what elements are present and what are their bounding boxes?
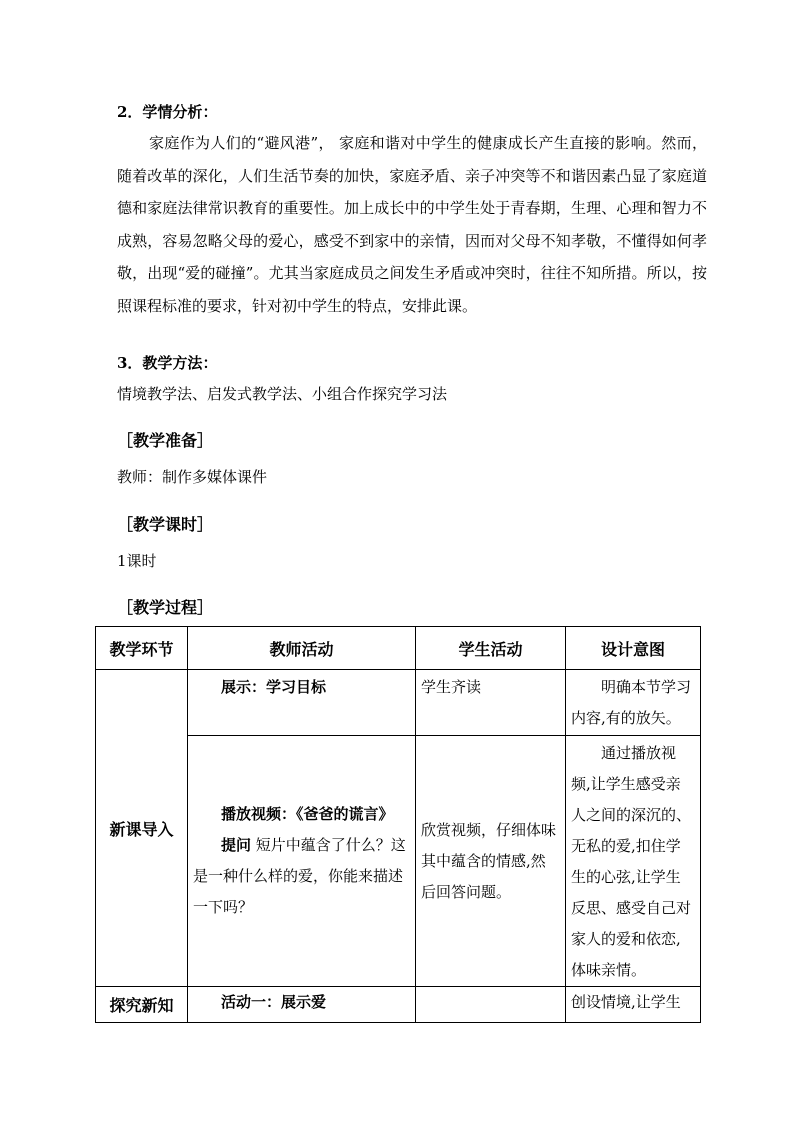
- teacher-activity-cell: [188, 670, 416, 736]
- stage-cell: 新课导入: [96, 670, 188, 987]
- question-label: 提问: [221, 836, 252, 854]
- methods-heading: 3．教学方法：: [117, 354, 218, 372]
- design-intent-text: 通过播放视频,让学生感受亲人之间的深沉的、无私的爱,扣住学生的心弦,让学生反思、感受自己对家人的爱和依恋,体味亲情。: [571, 744, 692, 979]
- hours-text: 1课时: [117, 552, 157, 570]
- design-intent-cell: [566, 736, 701, 987]
- design-intent-text: 创设情境,让学生: [571, 993, 681, 1011]
- lesson-process-table: [95, 626, 701, 1023]
- hours-heading: ［教学课时］: [117, 515, 214, 534]
- stage-cell: 探究新知: [96, 987, 188, 1023]
- student-activity-text: 学生齐读: [421, 678, 482, 696]
- column-header-student: 学生活动: [416, 627, 566, 670]
- teacher-activity-text: 展示：学习目标: [221, 678, 327, 696]
- question-text: 短片中蕴含了什么？这是一种什么样的爱，你能来描述一下吗？: [193, 836, 406, 916]
- methods-text: 情境教学法、启发式教学法、小组合作探究学习法: [117, 385, 448, 403]
- teacher-activity-text: 活动一：展示爱: [221, 993, 327, 1011]
- process-heading: ［教学过程］: [117, 598, 214, 617]
- student-activity-text: 欣赏视频，仔细体味其中蕴含的情感,然后回答问题。: [421, 820, 557, 901]
- teacher-activity-cell: [188, 987, 416, 1023]
- teacher-activity-cell: [188, 736, 416, 987]
- table-row: [96, 670, 701, 736]
- design-intent-cell: [566, 987, 701, 1023]
- student-activity-cell: [416, 736, 566, 987]
- student-activity-cell: [416, 987, 566, 1023]
- column-header-teacher: 教师活动: [188, 627, 416, 670]
- teacher-activity-question: [193, 830, 410, 923]
- column-header-intent: 设计意图: [566, 627, 701, 670]
- column-header-stage: 教学环节: [96, 627, 188, 670]
- student-activity-cell: [416, 670, 566, 736]
- table-header-row: [96, 627, 701, 670]
- teacher-activity-title: 播放视频：《爸爸的谎言》: [221, 805, 394, 823]
- preparation-text: 教师：制作多媒体课件: [117, 468, 268, 486]
- design-intent-cell: [566, 670, 701, 736]
- design-intent-text: 明确本节学习内容,有的放矢。: [571, 678, 692, 727]
- preparation-heading: ［教学准备］: [117, 431, 214, 450]
- analysis-paragraph: 家庭作为人们的“避风港”， 家庭和谐对中学生的健康成长产生直接的影响。然而，随着改革的深化，人们生活节奏的加快，家庭矛盾、亲子冲突等不和谐因素凸显了家庭道德和家庭法律常识教育的重要性。加上成长中的中学生处于青春期，生理、心理和智力不成熟，容易忽略父母的爱心，感受不到家中的亲情，因而对父母不知孝敬，不懂得如何孝敬，出现“爱的碰撞”。尤其当家庭成员之间发生矛盾或冲突时，往往不知所措。所以，按照课程标准的要求，针对初中学生的特点，安排此课。: [117, 134, 707, 315]
- table-row: [96, 987, 701, 1023]
- analysis-heading: 2．学情分析：: [117, 103, 218, 121]
